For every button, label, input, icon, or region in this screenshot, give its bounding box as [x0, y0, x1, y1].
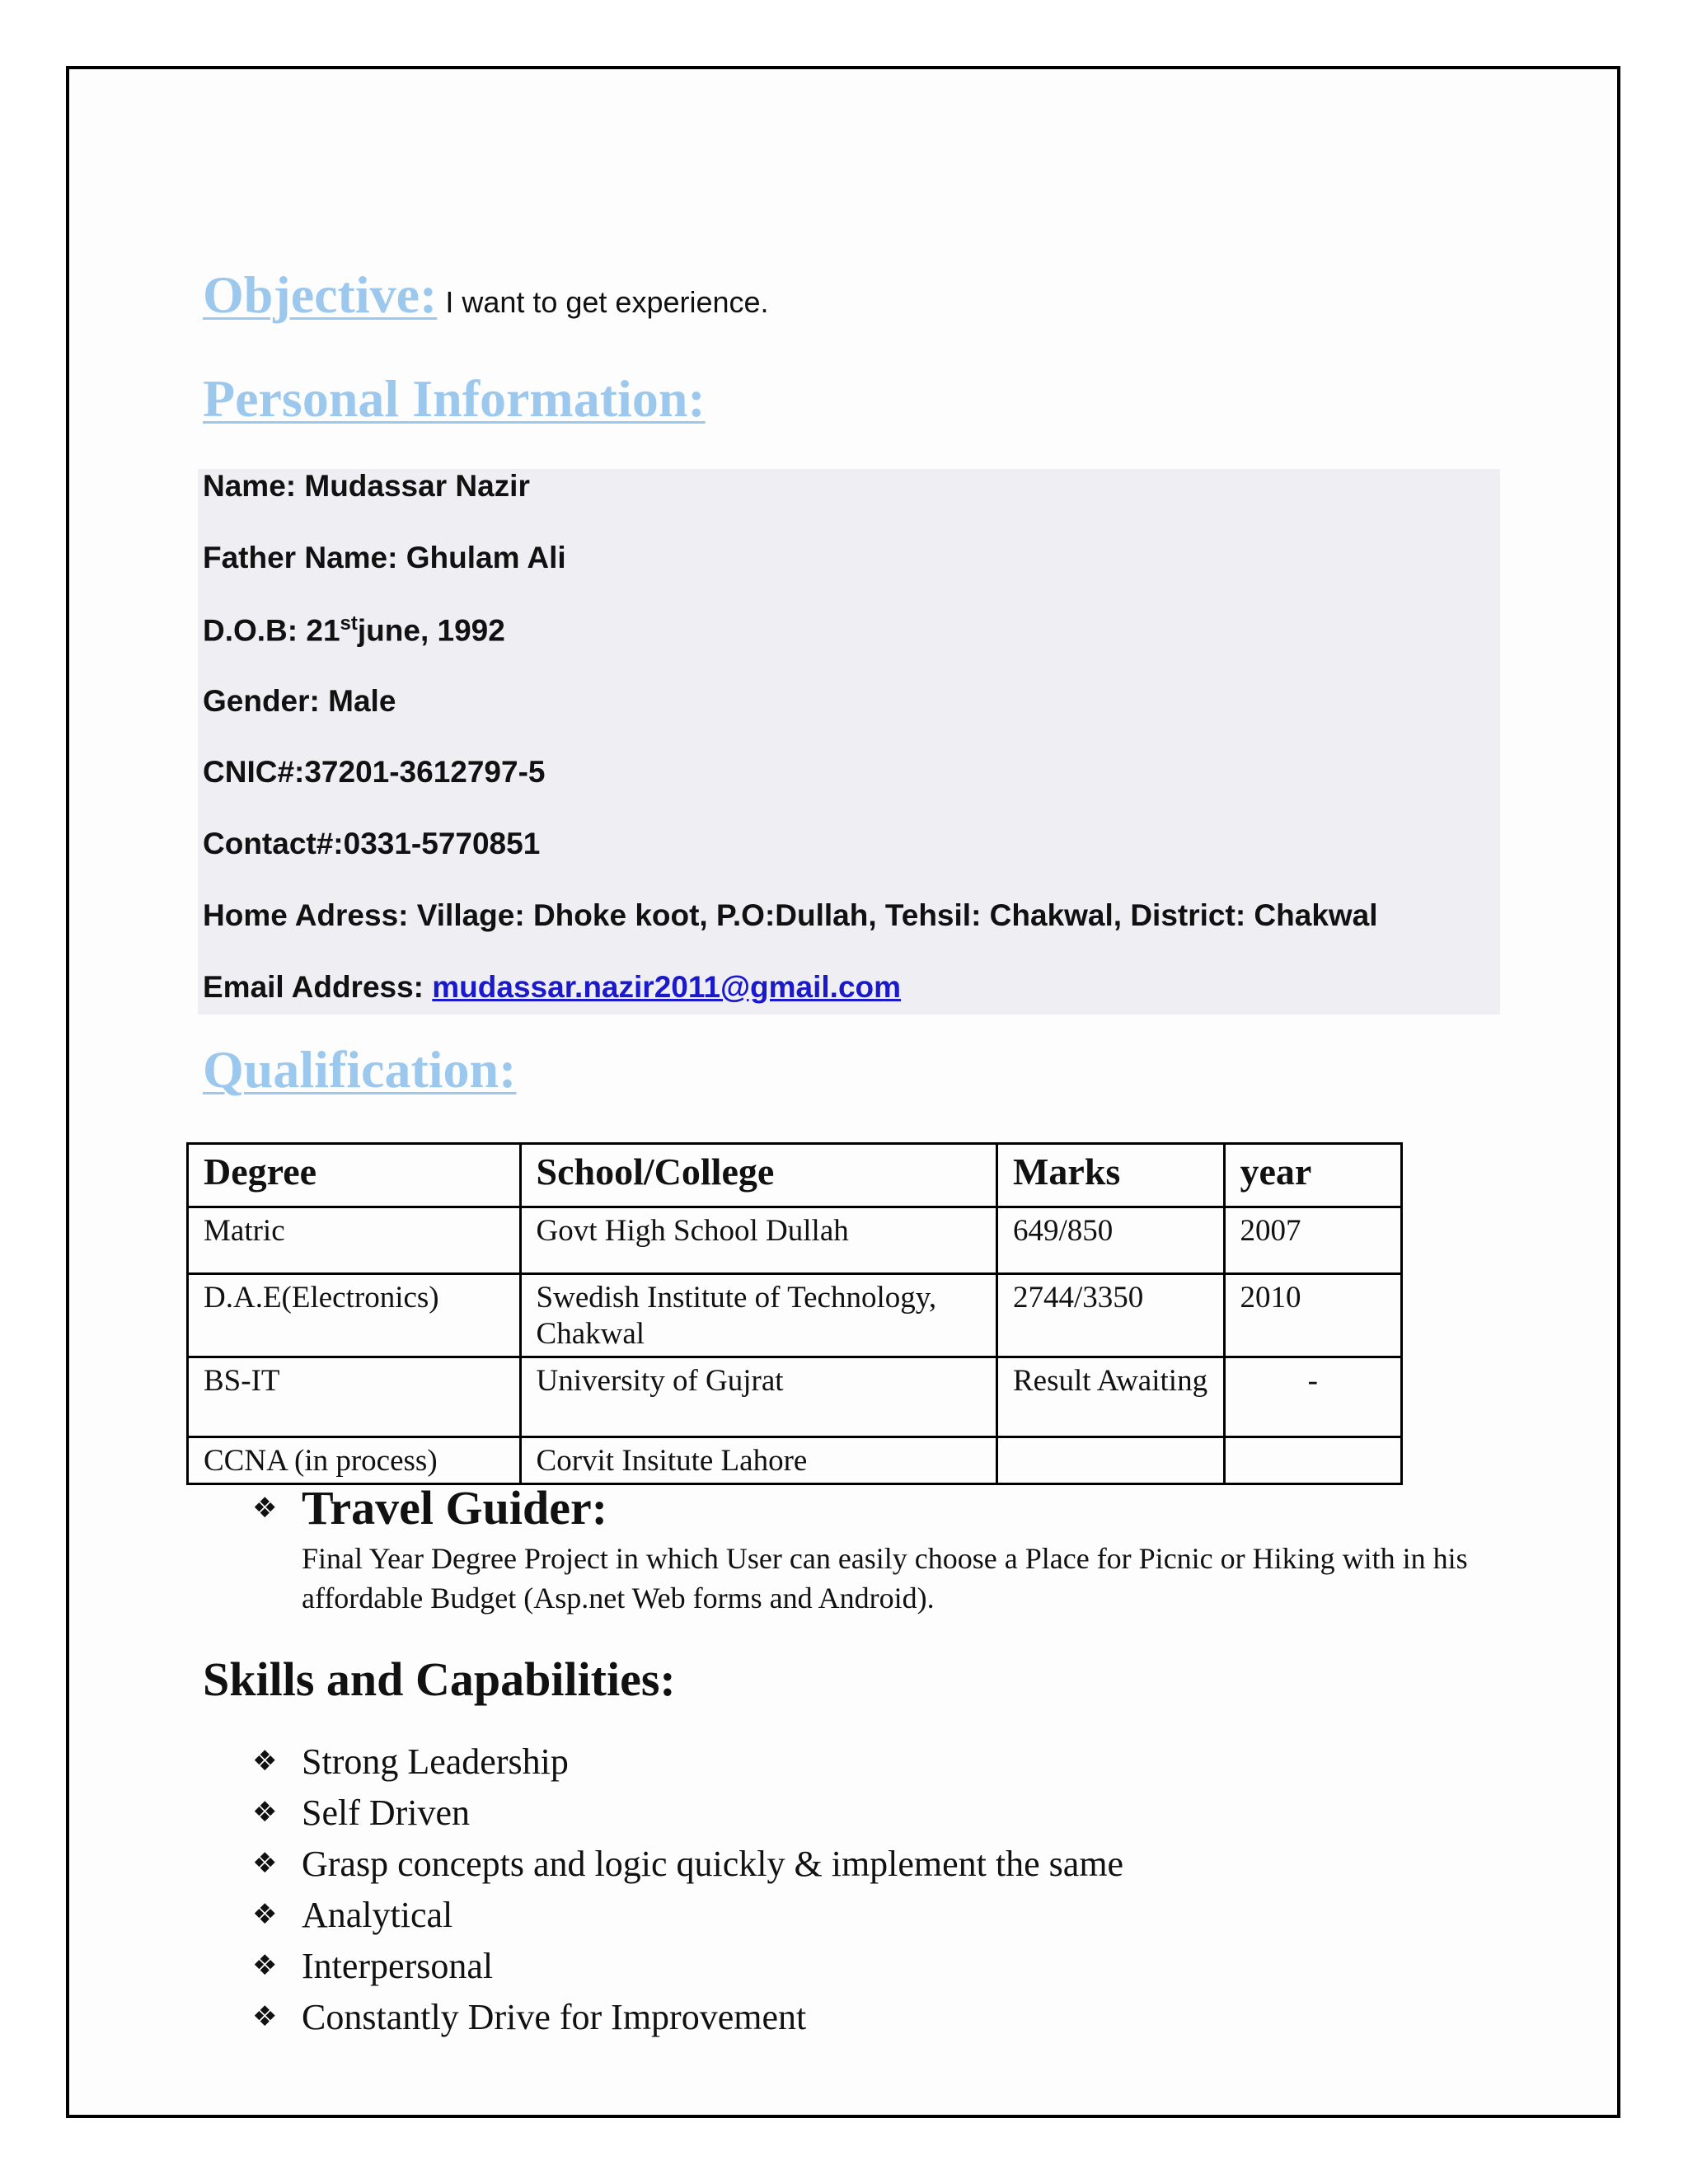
email-label: Email Address: [203, 970, 433, 1004]
column-header-school: School/College [520, 1144, 996, 1207]
diamond-bullet-icon: ❖ [252, 2000, 278, 2033]
contact-line: Contact#:0331-5770851 [203, 827, 541, 860]
year-cell: 2007 [1224, 1207, 1401, 1274]
column-header-degree: Degree [188, 1144, 521, 1207]
skills-heading: Skills and Capabilities: [203, 1652, 676, 1706]
skill-text: Grasp concepts and logic quickly & implement the same [302, 1843, 1124, 1884]
year-cell: 2010 [1224, 1274, 1401, 1357]
diamond-bullet-icon: ❖ [252, 1796, 278, 1829]
diamond-bullet-icon: ❖ [252, 1745, 278, 1778]
table-row [188, 1207, 1402, 1274]
cnic-line: CNIC#:37201-3612797-5 [203, 755, 546, 789]
degree-cell: D.A.E(Electronics) [188, 1274, 521, 1357]
dob-ordinal: st [340, 612, 358, 635]
list-item [252, 1889, 1123, 1940]
project-title: Travel Guider: [302, 1481, 608, 1535]
diamond-bullet-icon: ❖ [252, 1847, 278, 1880]
project-title-row [252, 1480, 1489, 1535]
objective-heading: Objective: [203, 265, 438, 324]
column-header-year: year [1224, 1144, 1401, 1207]
marks-cell: Result Awaiting [997, 1357, 1225, 1437]
school-cell: Swedish Institute of Technology, Chakwal [520, 1274, 996, 1357]
list-item [252, 1838, 1123, 1889]
qualification-heading: Qualification: [203, 1040, 517, 1099]
table-row [188, 1437, 1402, 1484]
qualification-table [186, 1142, 1403, 1485]
objective-section [203, 265, 769, 324]
skill-text: Interpersonal [302, 1945, 494, 1986]
degree-cell: BS-IT [188, 1357, 521, 1437]
diamond-bullet-icon: ❖ [252, 1491, 278, 1525]
degree-cell: CCNA (in process) [188, 1437, 521, 1484]
school-cell: University of Gujrat [520, 1357, 996, 1437]
list-item [252, 1787, 1123, 1838]
dob-line [203, 612, 505, 648]
diamond-bullet-icon: ❖ [252, 1898, 278, 1931]
project-section [252, 1480, 1489, 1618]
list-item [252, 1940, 1123, 1991]
table-row [188, 1274, 1402, 1357]
page-border [66, 66, 1620, 2118]
marks-cell [997, 1437, 1225, 1484]
skill-text: Analytical [302, 1894, 453, 1935]
school-cell: Corvit Insitute Lahore [520, 1437, 996, 1484]
marks-cell: 2744/3350 [997, 1274, 1225, 1357]
marks-cell: 649/850 [997, 1207, 1225, 1274]
list-item [252, 1736, 1123, 1787]
project-description: Final Year Degree Project in which User can easily choose a Place for Picnic or Hiking with in his affordable Budget (Asp.net Web forms and Android). [302, 1542, 1468, 1615]
table-row [188, 1357, 1402, 1437]
table-header-row [188, 1144, 1402, 1207]
objective-text: I want to get experience. [445, 285, 769, 319]
dob-prefix: D.O.B: 21 [203, 613, 340, 648]
school-cell: Govt High School Dullah [520, 1207, 996, 1274]
dob-suffix: june, 1992 [357, 613, 505, 648]
skills-list [252, 1736, 1123, 2042]
email-link[interactable]: mudassar.nazir2011@gmail.com [432, 970, 902, 1004]
year-cell: - [1224, 1357, 1401, 1437]
degree-cell: Matric [188, 1207, 521, 1274]
personal-info-box [198, 469, 1500, 1015]
diamond-bullet-icon: ❖ [252, 1949, 278, 1982]
year-cell [1224, 1437, 1401, 1484]
skill-text: Constantly Drive for Improvement [302, 1996, 807, 2037]
skill-text: Self Driven [302, 1792, 471, 1833]
address-line: Home Adress: Village: Dhoke koot, P.O:Dullah, Tehsil: Chakwal, District: Chakwal [203, 898, 1378, 932]
email-line [203, 970, 901, 1005]
list-item [252, 1991, 1123, 2042]
column-header-marks: Marks [997, 1144, 1225, 1207]
father-name-line: Father Name: Ghulam Ali [203, 541, 566, 574]
gender-line: Gender: Male [203, 684, 396, 718]
name-line: Name: Mudassar Nazir [203, 469, 530, 503]
personal-info-heading: Personal Information: [203, 369, 706, 428]
skill-text: Strong Leadership [302, 1741, 569, 1782]
